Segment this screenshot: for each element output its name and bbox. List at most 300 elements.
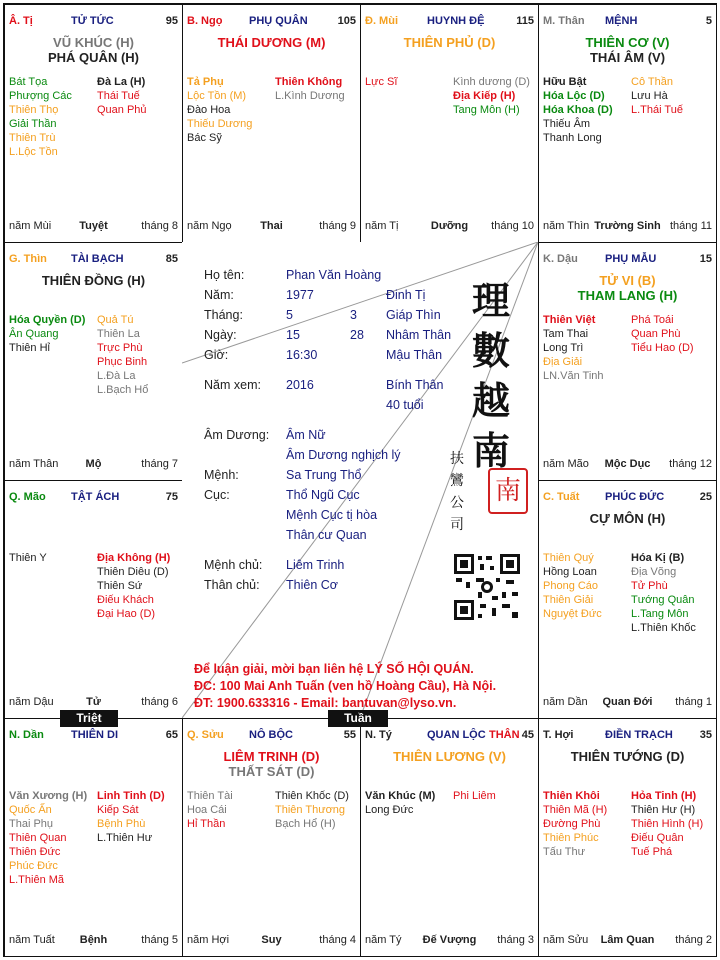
palace-number: 75 bbox=[165, 491, 178, 503]
minor-star: Thiên Không bbox=[275, 76, 343, 88]
minor-stars-left bbox=[365, 75, 397, 89]
minor-star: Thanh Long bbox=[543, 132, 602, 144]
palace-position: Đ. Mùi bbox=[365, 15, 398, 27]
palace-cycle: Quan Đới bbox=[602, 696, 653, 708]
palace-year: năm Tị bbox=[365, 220, 399, 232]
calligraphy-char: 理 bbox=[472, 278, 511, 323]
minor-star: Hóa Quyền (D) bbox=[9, 314, 86, 326]
main-star: TỬ VI (B) bbox=[599, 273, 656, 288]
minor-stars-right bbox=[631, 789, 703, 859]
info-cuc: Thổ Ngũ Cục bbox=[286, 488, 360, 502]
minor-star: Tam Thai bbox=[543, 328, 589, 340]
palace-month: tháng 8 bbox=[141, 220, 178, 232]
minor-star: Địa Võng bbox=[631, 566, 677, 578]
palace-name: MỆNH bbox=[605, 15, 638, 27]
red-seal: 南 bbox=[488, 468, 528, 514]
minor-star: Thiên Hư (H) bbox=[631, 804, 696, 816]
minor-star: Ân Quang bbox=[9, 328, 59, 340]
minor-star: Thiên Quan bbox=[9, 832, 67, 844]
palace-year: năm Dần bbox=[543, 696, 588, 708]
main-stars bbox=[183, 749, 360, 779]
palace-month: tháng 11 bbox=[669, 220, 712, 232]
palace-position: G. Thìn bbox=[9, 253, 47, 265]
palace-position: K. Dậu bbox=[543, 253, 578, 265]
minor-star: Thái Tuế bbox=[97, 90, 140, 102]
palace-month: tháng 6 bbox=[141, 696, 178, 708]
palace-footer bbox=[9, 458, 178, 472]
minor-star: L.Thái Tuế bbox=[631, 104, 683, 116]
palace-name: QUAN LỘC bbox=[427, 729, 486, 741]
minor-star: L.Thiên Hư bbox=[97, 832, 153, 844]
minor-star: L.Lộc Tồn bbox=[9, 146, 58, 158]
minor-star: LN.Văn Tinh bbox=[543, 370, 604, 382]
palace-number: 105 bbox=[337, 15, 356, 27]
palace-position: Q. Sửu bbox=[187, 729, 224, 741]
palace-number: 15 bbox=[699, 253, 712, 265]
palace-position: Â. Tị bbox=[9, 15, 33, 27]
palace-footer bbox=[187, 934, 356, 948]
main-stars bbox=[539, 511, 716, 526]
minor-star: Điếu Khách bbox=[97, 594, 154, 606]
palace-month: tháng 10 bbox=[491, 220, 534, 232]
minor-star: Thiên Sứ bbox=[97, 580, 143, 592]
side-char: 扶 bbox=[450, 451, 464, 467]
palace-cycle: Suy bbox=[261, 934, 282, 946]
info-thang-label: Tháng: bbox=[204, 308, 243, 322]
minor-stars-left bbox=[543, 313, 604, 383]
minor-stars-right bbox=[275, 75, 345, 103]
minor-star: Quả Tú bbox=[97, 314, 134, 326]
palace-cycle: Trường Sinh bbox=[594, 220, 661, 232]
minor-stars-left bbox=[543, 551, 602, 621]
palace-cell-ty2[interactable] bbox=[360, 718, 539, 957]
minor-stars-left bbox=[543, 75, 613, 145]
minor-star: Tướng Quân bbox=[631, 594, 695, 606]
minor-star: Thiên Đức bbox=[9, 846, 61, 858]
palace-month: tháng 12 bbox=[669, 458, 712, 470]
palace-year: năm Mùi bbox=[9, 220, 52, 232]
palace-cycle: Lâm Quan bbox=[600, 934, 655, 946]
palace-header bbox=[9, 253, 178, 267]
palace-header bbox=[543, 729, 712, 743]
palace-name: TỬ TỨC bbox=[71, 15, 114, 27]
palace-footer bbox=[543, 934, 712, 948]
main-star: THIÊN ĐỒNG (H) bbox=[41, 273, 146, 288]
palace-cell-than[interactable] bbox=[538, 4, 717, 243]
palace-year: năm Tuất bbox=[9, 934, 55, 946]
info-menh-label: Mệnh: bbox=[204, 468, 239, 482]
contact-line-3[interactable]: ĐT: 1900.633316 - Email: bantuvan@lyso.vn. bbox=[194, 696, 457, 710]
palace-header bbox=[187, 729, 356, 743]
side-char: 司 bbox=[450, 517, 464, 533]
minor-star: Lực Sĩ bbox=[365, 76, 398, 88]
palace-year: năm Sửu bbox=[543, 934, 589, 946]
palace-cell-mui[interactable] bbox=[360, 4, 539, 243]
minor-star: Đại Hao (D) bbox=[97, 608, 156, 620]
minor-star: Bác Sỹ bbox=[187, 132, 222, 144]
minor-star: L.Tang Môn bbox=[631, 608, 689, 620]
minor-star: Quan Phủ bbox=[97, 104, 147, 116]
main-star: THIÊN PHỦ (D) bbox=[403, 35, 496, 50]
minor-stars-left bbox=[9, 313, 85, 355]
minor-star: Thiên Quý bbox=[543, 552, 594, 564]
info-menh: Sa Trung Thổ bbox=[286, 468, 362, 482]
minor-star: L.Thiên Mã bbox=[9, 874, 65, 886]
calligraphy-char: 南 bbox=[472, 428, 511, 473]
palace-name: THIÊN DI bbox=[71, 729, 119, 741]
minor-star: Thiên Giải bbox=[543, 594, 594, 606]
palace-than-marker: THÂN bbox=[489, 729, 520, 741]
palace-cycle: Thai bbox=[260, 220, 283, 232]
minor-star: Long Trì bbox=[543, 342, 584, 354]
minor-star: Thiên Hình (H) bbox=[631, 818, 704, 830]
minor-star: Phượng Các bbox=[9, 90, 72, 102]
palace-year: năm Thìn bbox=[543, 220, 590, 232]
palace-header bbox=[543, 491, 712, 505]
minor-star: Giải Thần bbox=[9, 118, 57, 130]
minor-stars-right bbox=[631, 75, 683, 117]
minor-star: Địa Không (H) bbox=[97, 552, 171, 564]
palace-footer bbox=[187, 220, 356, 234]
palace-name: ĐIỀN TRẠCH bbox=[605, 729, 673, 741]
main-star: THIÊN TƯỚNG (D) bbox=[570, 749, 685, 764]
palace-header bbox=[187, 15, 356, 29]
info-ngay-am: 28 bbox=[350, 328, 364, 342]
minor-star: Hỏa Tinh (H) bbox=[631, 790, 697, 802]
minor-stars-right bbox=[453, 789, 496, 803]
palace-month: tháng 9 bbox=[319, 220, 356, 232]
minor-stars-left bbox=[9, 551, 47, 565]
palace-cell-suu[interactable] bbox=[182, 718, 361, 957]
calligraphy-char: 越 bbox=[472, 378, 511, 423]
palace-name: PHÚC ĐỨC bbox=[605, 491, 665, 503]
minor-star: Kình dương (D) bbox=[453, 76, 530, 88]
main-stars bbox=[539, 273, 716, 303]
main-star: LIÊM TRINH (D) bbox=[223, 749, 320, 764]
palace-cell-dau[interactable] bbox=[538, 242, 717, 481]
minor-stars-right bbox=[631, 313, 694, 355]
palace-name: HUYNH ĐỆ bbox=[427, 15, 485, 27]
palace-month: tháng 7 bbox=[141, 458, 178, 470]
minor-stars-right bbox=[631, 551, 696, 635]
palace-number: 85 bbox=[165, 253, 178, 265]
info-nam: 1977 bbox=[286, 288, 314, 302]
minor-stars-right bbox=[97, 75, 147, 117]
palace-name: TÀI BẠCH bbox=[71, 253, 124, 265]
minor-stars-left bbox=[9, 789, 87, 887]
minor-star: L.Bạch Hổ bbox=[97, 384, 149, 396]
minor-stars-left bbox=[9, 75, 72, 159]
minor-star: Lưu Hà bbox=[631, 90, 668, 102]
minor-star: Thiên Hỉ bbox=[9, 342, 50, 354]
info-gio: 16:30 bbox=[286, 348, 318, 362]
palace-footer bbox=[9, 934, 178, 948]
info-ngay-label: Ngày: bbox=[204, 328, 237, 342]
minor-star: Hóa Kị (B) bbox=[631, 552, 685, 564]
main-stars bbox=[183, 35, 360, 50]
info-than-chu: Thiên Cơ bbox=[286, 578, 338, 592]
palace-name: PHỤ MẪU bbox=[605, 253, 657, 265]
main-star: CỰ MÔN (H) bbox=[589, 511, 666, 526]
minor-star: Thiên Mã (H) bbox=[543, 804, 608, 816]
minor-star: Tấu Thư bbox=[543, 846, 586, 858]
minor-star: Bát Tọa bbox=[9, 76, 48, 88]
palace-position: B. Ngọ bbox=[187, 15, 223, 27]
minor-star: Quan Phù bbox=[631, 328, 681, 340]
minor-star: Thiếu Dương bbox=[187, 118, 253, 130]
palace-month: tháng 3 bbox=[497, 934, 534, 946]
minor-star: Thiên Diêu (D) bbox=[97, 566, 169, 578]
palace-header bbox=[9, 491, 178, 505]
minor-star: Hóa Lộc (D) bbox=[543, 90, 605, 102]
minor-star: Địa Kiếp (H) bbox=[453, 90, 516, 102]
calligraphy-char: 數 bbox=[472, 328, 511, 373]
minor-star: Thiên Việt bbox=[543, 314, 596, 326]
main-stars bbox=[361, 749, 538, 764]
minor-stars-right bbox=[453, 75, 530, 117]
main-star: VŨ KHÚC (H) bbox=[53, 35, 134, 50]
palace-name: TẬT ÁCH bbox=[71, 491, 120, 503]
palace-position: Q. Mão bbox=[9, 491, 46, 503]
qr-code-icon[interactable] bbox=[452, 552, 522, 622]
minor-star: L.Kình Dương bbox=[275, 90, 345, 102]
palace-cycle: Dưỡng bbox=[430, 220, 469, 232]
palace-year: năm Tý bbox=[365, 934, 402, 946]
info-tuoi: 40 tuổi bbox=[386, 398, 424, 412]
minor-stars-left bbox=[187, 789, 233, 831]
palace-header bbox=[9, 15, 178, 29]
triet-tag: Triệt bbox=[60, 710, 118, 727]
main-stars bbox=[539, 749, 716, 764]
minor-star: Hỉ Thần bbox=[187, 818, 226, 830]
minor-star: Tử Phù bbox=[631, 580, 668, 592]
minor-star: Linh Tinh (D) bbox=[97, 790, 165, 802]
minor-star: Nguyệt Đức bbox=[543, 608, 602, 620]
minor-star: Thiếu Âm bbox=[543, 118, 591, 130]
palace-number: 5 bbox=[705, 15, 712, 27]
palace-month: tháng 1 bbox=[675, 696, 712, 708]
palace-cell-dan[interactable] bbox=[4, 718, 183, 957]
info-am-duong: Âm Nữ bbox=[286, 428, 326, 442]
palace-number: 35 bbox=[699, 729, 712, 741]
palace-footer bbox=[9, 696, 178, 710]
minor-star: Kiếp Sát bbox=[97, 804, 139, 816]
palace-footer bbox=[543, 696, 712, 710]
info-nam-xem-can: Bính Thân bbox=[386, 378, 444, 392]
minor-stars-right bbox=[97, 313, 148, 397]
minor-star: Tiểu Hao (D) bbox=[631, 342, 694, 354]
side-char: 公 bbox=[450, 495, 464, 511]
minor-stars-right bbox=[97, 551, 170, 621]
palace-year: năm Ngọ bbox=[187, 220, 232, 232]
info-cuc-3: Thân cư Quan bbox=[286, 528, 367, 542]
main-stars bbox=[5, 273, 182, 288]
minor-star: Phúc Đức bbox=[9, 860, 58, 872]
minor-star: Tả Phụ bbox=[187, 76, 224, 88]
minor-star: Thiên Tài bbox=[187, 790, 233, 802]
side-calligraphy bbox=[450, 448, 464, 536]
main-star: PHÁ QUÂN (H) bbox=[48, 50, 139, 65]
minor-star: Trực Phù bbox=[97, 342, 143, 354]
info-nam-label: Năm: bbox=[204, 288, 234, 302]
minor-star: Long Đức bbox=[365, 804, 414, 816]
minor-star: Đào Hoa bbox=[187, 104, 231, 116]
minor-star: Văn Xương (H) bbox=[9, 790, 88, 802]
chart-board bbox=[3, 3, 717, 957]
palace-month: tháng 4 bbox=[319, 934, 356, 946]
info-ho-ten-label: Họ tên: bbox=[204, 268, 245, 282]
info-nam-can: Đinh Tị bbox=[386, 288, 426, 302]
info-cuc-label: Cục: bbox=[204, 488, 230, 502]
palace-number: 55 bbox=[343, 729, 356, 741]
minor-star: Hoa Cái bbox=[187, 804, 227, 816]
palace-number: 25 bbox=[699, 491, 712, 503]
info-gio-can: Mậu Thân bbox=[386, 348, 443, 362]
palace-month: tháng 5 bbox=[141, 934, 178, 946]
palace-cell-tuat[interactable] bbox=[538, 480, 717, 719]
info-ngay-can: Nhâm Thân bbox=[386, 328, 452, 342]
minor-star: Bệnh Phù bbox=[97, 818, 146, 830]
minor-star: Quốc Ấn bbox=[9, 804, 52, 816]
minor-star: L.Đà La bbox=[97, 370, 136, 382]
palace-number: 45 bbox=[521, 729, 534, 741]
main-stars bbox=[361, 35, 538, 50]
info-am-duong-2: Âm Dương nghịch lý bbox=[286, 448, 401, 462]
minor-star: Lộc Tồn (M) bbox=[187, 90, 247, 102]
minor-star: Thiên Thọ bbox=[9, 104, 59, 116]
minor-star: Điếu Quân bbox=[631, 832, 684, 844]
calligraphy-title bbox=[472, 276, 510, 476]
info-menh-chu: Liêm Trinh bbox=[286, 558, 345, 572]
info-nam-xem: 2016 bbox=[286, 378, 314, 392]
palace-header bbox=[365, 15, 534, 29]
info-gio-label: Giờ: bbox=[204, 348, 229, 362]
minor-star: Hồng Loan bbox=[543, 566, 597, 578]
palace-month: tháng 2 bbox=[675, 934, 712, 946]
minor-star: Tang Môn (H) bbox=[453, 104, 520, 116]
contact-line-1: Để luận giải, mời bạn liên hệ LÝ SỐ HỘI QUÁN. bbox=[194, 662, 474, 676]
minor-star: Thiên Trù bbox=[9, 132, 56, 144]
info-ho-ten: Phan Văn Hoàng bbox=[286, 268, 382, 282]
main-star: THÁI ÂM (V) bbox=[589, 50, 666, 65]
palace-year: năm Dậu bbox=[9, 696, 54, 708]
palace-cycle: Mộ bbox=[85, 458, 102, 470]
info-thang-can: Giáp Thìn bbox=[386, 308, 441, 322]
palace-position: N. Dần bbox=[9, 729, 44, 741]
minor-star: Phong Cáo bbox=[543, 580, 599, 592]
info-thang: 5 bbox=[286, 308, 293, 322]
palace-number: 65 bbox=[165, 729, 178, 741]
minor-stars-right bbox=[275, 789, 349, 831]
minor-star: Địa Giải bbox=[543, 356, 583, 368]
palace-cycle: Tuyệt bbox=[79, 220, 108, 232]
minor-star: Đà La (H) bbox=[97, 76, 146, 88]
palace-header bbox=[543, 15, 712, 29]
minor-stars-left bbox=[187, 75, 252, 145]
minor-stars-left bbox=[543, 789, 607, 859]
minor-star: Thiên La bbox=[97, 328, 140, 340]
minor-star: L.Thiên Khốc bbox=[631, 622, 696, 634]
info-nam-xem-label: Năm xem: bbox=[204, 378, 261, 392]
main-star: THÁI DƯƠNG (M) bbox=[217, 35, 326, 50]
palace-header bbox=[9, 729, 178, 743]
palace-position: C. Tuất bbox=[543, 491, 580, 503]
info-ngay: 15 bbox=[286, 328, 300, 342]
minor-star: Phục Binh bbox=[97, 356, 148, 368]
palace-footer bbox=[365, 934, 534, 948]
palace-footer bbox=[543, 220, 712, 234]
main-stars bbox=[539, 35, 716, 65]
tuan-tag: Tuần bbox=[328, 710, 388, 727]
minor-star: Hóa Khoa (D) bbox=[543, 104, 613, 116]
center-info-panel bbox=[182, 242, 538, 718]
palace-position: T. Hợi bbox=[543, 729, 574, 741]
palace-cycle: Mộc Dục bbox=[604, 458, 651, 470]
info-than-chu-label: Thân chủ: bbox=[204, 578, 260, 592]
palace-year: năm Mão bbox=[543, 458, 589, 470]
palace-year: năm Thân bbox=[9, 458, 59, 470]
info-am-duong-label: Âm Dương: bbox=[204, 428, 270, 442]
palace-cell-mao[interactable] bbox=[4, 480, 183, 719]
palace-footer bbox=[9, 220, 178, 234]
minor-star: Phi Liêm bbox=[453, 790, 496, 802]
palace-position: N. Tý bbox=[365, 729, 392, 741]
minor-star: Thiên Khôi bbox=[543, 790, 600, 802]
palace-position: M. Thân bbox=[543, 15, 585, 27]
palace-header bbox=[365, 729, 534, 743]
palace-footer bbox=[365, 220, 534, 234]
palace-header bbox=[543, 253, 712, 267]
palace-number: 115 bbox=[516, 15, 534, 27]
main-star: THIÊN CƠ (V) bbox=[585, 35, 670, 50]
contact-line-2: ĐC: 100 Mai Anh Tuấn (ven hồ Hoàng Cầu), Hà Nội. bbox=[194, 679, 497, 693]
palace-name: NÔ BỘC bbox=[249, 729, 293, 741]
main-stars bbox=[5, 35, 182, 65]
minor-stars-left bbox=[365, 789, 435, 817]
minor-stars-right bbox=[97, 789, 165, 845]
minor-star: Bạch Hổ (H) bbox=[275, 818, 336, 830]
palace-number: 95 bbox=[165, 15, 178, 27]
palace-cell-thin[interactable] bbox=[4, 242, 183, 481]
palace-cell-ty[interactable] bbox=[4, 4, 183, 243]
palace-cycle: Tử bbox=[86, 696, 101, 708]
info-thang-am: 3 bbox=[350, 308, 357, 322]
palace-footer bbox=[543, 458, 712, 472]
main-star: THẤT SÁT (D) bbox=[228, 764, 315, 779]
minor-star: Hữu Bật bbox=[543, 76, 587, 88]
minor-star: Đường Phù bbox=[543, 818, 601, 830]
palace-name: PHỤ QUÂN bbox=[249, 15, 308, 27]
palace-cell-hoi[interactable] bbox=[538, 718, 717, 957]
minor-star: Thiên Khốc (D) bbox=[275, 790, 349, 802]
info-cuc-2: Mệnh Cục tị hòa bbox=[286, 508, 378, 522]
minor-star: Thiên Thương bbox=[275, 804, 346, 816]
palace-cell-ngo[interactable] bbox=[182, 4, 361, 243]
minor-star: Thiên Y bbox=[9, 552, 47, 564]
palace-year: năm Hợi bbox=[187, 934, 230, 946]
side-char: 鸞 bbox=[450, 473, 464, 489]
main-star: THAM LANG (H) bbox=[577, 288, 678, 303]
main-star: THIÊN LƯƠNG (V) bbox=[393, 749, 506, 764]
info-menh-chu-label: Mệnh chủ: bbox=[204, 558, 263, 572]
minor-star: Phá Toái bbox=[631, 314, 674, 326]
minor-star: Cô Thần bbox=[631, 76, 673, 88]
palace-cycle: Đế Vượng bbox=[422, 934, 477, 946]
minor-star: Thiên Phúc bbox=[543, 832, 599, 844]
minor-star: Thai Phụ bbox=[9, 818, 54, 830]
palace-cycle: Bệnh bbox=[79, 934, 108, 946]
minor-star: Văn Khúc (M) bbox=[365, 790, 436, 802]
